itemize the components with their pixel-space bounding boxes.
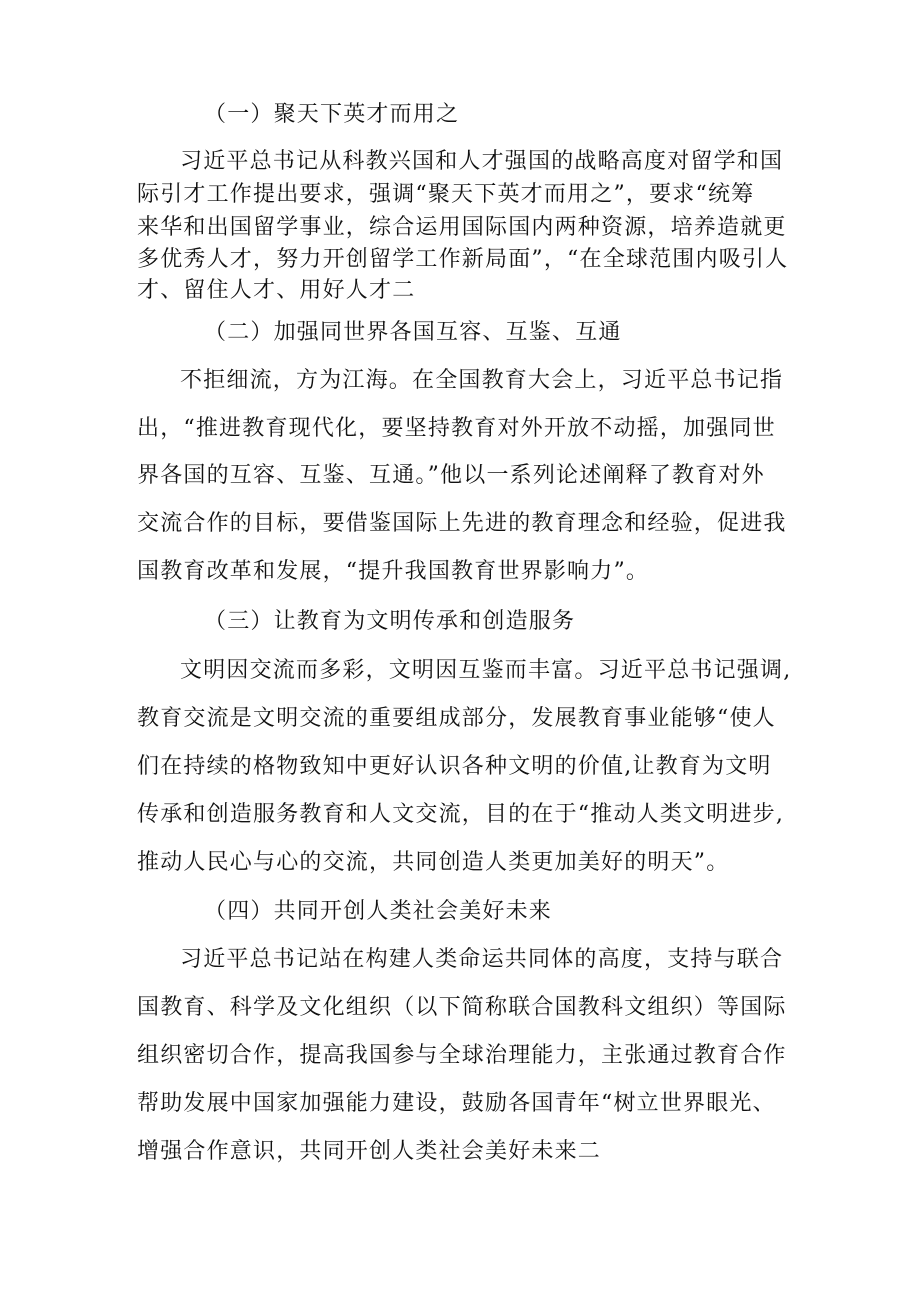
paragraph-line: 界各国的互容、互鉴、互通。”他以一系列论述阐释了教育对外 xyxy=(137,463,765,488)
paragraph-line: 交流合作的目标，要借鉴国际上先进的教育理念和经验，促进我 xyxy=(137,511,787,536)
paragraph-line: 文明因交流而多彩，文明因互鉴而丰富。习近平总书记强调, xyxy=(180,658,792,683)
paragraph-line: 国教育、科学及文化组织（以下简称联合国教科文组织）等国际 xyxy=(137,995,787,1020)
paragraph-line: 传承和创造服务教育和人文交流，目的在于“推动人类文明进步, xyxy=(137,802,785,827)
paragraph-line: 出，“推进教育现代化，要坚持教育对外开放不动摇，加强同世 xyxy=(137,416,776,441)
paragraph-line: 习近平总书记从科教兴国和人才强国的战略高度对留学和国 xyxy=(180,149,784,174)
paragraph-line: 们在持续的格物致知中更好认识各种文明的价值,让教育为文明 xyxy=(137,754,772,779)
paragraph-line: 组织密切合作，提高我国参与全球治理能力，主张通过教育合作 xyxy=(137,1043,787,1068)
paragraph-line: 不拒细流，方为江海。在全国教育大会上，习近平总书记指 xyxy=(180,368,784,393)
section-heading-2: （二）加强同世界各国互容、互鉴、互通 xyxy=(204,320,622,345)
paragraph-line: 推动人民心与心的交流，共同创造人类更加美好的明天”。 xyxy=(137,850,730,875)
paragraph-line: 帮助发展中国家加强能力建设，鼓励各国青年“树立世界眼光、 xyxy=(137,1091,776,1116)
section-heading-4: （四）共同开创人类社会美好未来 xyxy=(204,899,553,924)
paragraph-line: 来华和出国留学事业，综合运用国际国内两种资源，培养造就更 xyxy=(137,215,787,240)
paragraph-line: 际引才工作提出要求，强调“聚天下英才而用之”，要求“统筹 xyxy=(137,182,755,207)
paragraph-line: 才、留住人才、用好人才二 xyxy=(137,278,416,303)
paragraph-line: 习近平总书记站在构建人类命运共同体的高度，支持与联合 xyxy=(180,947,784,972)
paragraph-line: 多优秀人才，努力开创留学工作新局面”，“在全球范围内吸引人 xyxy=(137,247,789,272)
section-heading-3: （三）让教育为文明传承和创造服务 xyxy=(204,609,576,634)
paragraph-line: 增强合作意识，共同开创人类社会美好未来二 xyxy=(137,1139,602,1164)
paragraph-line: 教育交流是文明交流的重要组成部分，发展教育事业能够“使人 xyxy=(137,706,776,731)
paragraph-line: 国教育改革和发展，“提升我国教育世界影响力”。 xyxy=(137,559,650,584)
section-heading-1: （一）聚天下英才而用之 xyxy=(204,102,460,127)
